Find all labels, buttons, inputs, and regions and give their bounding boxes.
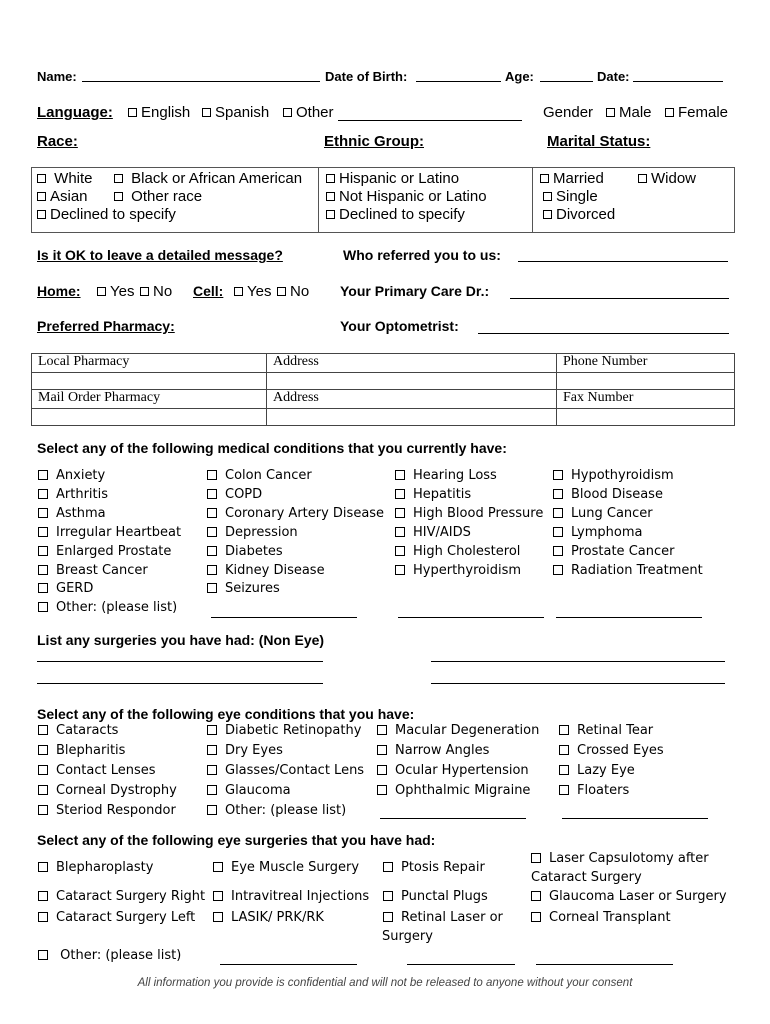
name-field[interactable]	[82, 81, 320, 82]
eye-checkbox-item[interactable]	[559, 763, 635, 778]
surgery-other-field[interactable]	[407, 964, 515, 965]
checkbox-label: Glasses/Contact Lens	[225, 762, 365, 778]
medical-other-field[interactable]	[211, 617, 357, 618]
referred-label: Who referred you to us:	[343, 247, 501, 263]
checkbox-label: Ocular Hypertension	[395, 762, 529, 778]
checkbox-icon	[543, 210, 552, 219]
medical-checkbox-item[interactable]	[395, 525, 471, 540]
checkbox-label: Cataracts	[56, 723, 119, 738]
checkbox-icon	[207, 508, 217, 518]
eye-checkbox-item[interactable]	[377, 783, 530, 798]
checkbox-label: Enlarged Prostate	[56, 543, 172, 559]
surgery-eye-muscle[interactable]	[213, 860, 359, 875]
checkbox-icon	[638, 174, 647, 183]
checkbox-label: Irregular Heartbeat	[56, 524, 182, 540]
checkbox-label: Lung Cancer	[571, 505, 653, 521]
checkbox-icon	[37, 192, 46, 201]
optometrist-field[interactable]	[478, 333, 729, 334]
marital-widow-label: Widow	[651, 170, 697, 187]
surgeries-heading: List any surgeries you have had: (Non Eye)	[37, 632, 325, 648]
home-label: Home:	[37, 283, 81, 299]
checkbox-icon	[207, 785, 217, 795]
eye-checkbox-item[interactable]	[559, 783, 629, 798]
checkbox-icon	[38, 805, 48, 815]
checkbox-label: Cataract Surgery Right	[56, 889, 206, 904]
checkbox-label: Laser Capsulotomy after	[549, 851, 709, 866]
phone-input[interactable]	[557, 373, 735, 390]
marital-married[interactable]	[540, 170, 604, 187]
checkbox-icon	[38, 862, 48, 872]
checkbox-label: Lymphoma	[571, 524, 643, 540]
referred-field[interactable]	[518, 261, 728, 262]
medical-checkbox-item[interactable]	[38, 600, 177, 615]
home-no-label: No	[153, 283, 173, 300]
checkbox-icon	[207, 725, 217, 735]
checkbox-label: LASIK/ PRK/RK	[231, 910, 324, 925]
race-asian-label: Asian	[50, 188, 88, 205]
medical-checkbox-item[interactable]	[207, 525, 298, 540]
surgery-field[interactable]	[37, 661, 323, 662]
dob-label: Date of Birth:	[325, 69, 408, 84]
checkbox-label: Retinal Laser or	[401, 910, 503, 925]
checkbox-icon	[326, 174, 335, 183]
medical-heading: Select any of the following medical conditions that you currently have:	[37, 440, 507, 456]
checkbox-icon	[207, 765, 217, 775]
checkbox-icon	[377, 725, 387, 735]
checkbox-icon	[553, 527, 563, 537]
medical-checkbox-item[interactable]	[38, 525, 181, 540]
race-other-label: Other race	[131, 188, 203, 205]
medical-checkbox-item[interactable]	[38, 506, 106, 521]
cell-yes[interactable]	[234, 283, 271, 300]
pcp-label: Your Primary Care Dr.:	[340, 283, 490, 299]
home-yes-label: Yes	[110, 283, 135, 300]
checkbox-label: Coronary Artery Disease	[225, 505, 385, 521]
checkbox-label: Floaters	[577, 782, 630, 798]
checkbox-icon	[553, 565, 563, 575]
age-label: Age:	[505, 69, 534, 84]
table-row	[32, 409, 735, 426]
checkbox-label: Kidney Disease	[225, 562, 325, 578]
checkbox-icon	[37, 174, 46, 183]
surgery-laser-capsulotomy-cont: Cataract Surgery	[531, 870, 642, 885]
checkbox-icon	[38, 745, 48, 755]
divider	[318, 167, 319, 233]
checkbox-icon	[377, 765, 387, 775]
checkbox-label: GERD	[56, 581, 94, 597]
checkbox-label: Intravitreal Injections	[231, 889, 370, 904]
checkbox-label: Hypothyroidism	[571, 468, 674, 483]
surgery-other-field[interactable]	[220, 964, 357, 965]
checkbox-icon	[383, 891, 393, 901]
eye-other-field[interactable]	[380, 818, 526, 819]
language-other-field[interactable]	[338, 120, 522, 121]
checkbox-icon	[128, 108, 137, 117]
checkbox-label: Punctal Plugs	[401, 889, 488, 904]
medical-checkbox-item[interactable]	[395, 563, 521, 578]
checkbox-label: Blood Disease	[571, 486, 663, 502]
checkbox-icon	[395, 508, 405, 518]
dob-field[interactable]	[416, 81, 501, 82]
checkbox-icon	[207, 527, 217, 537]
checkbox-icon	[38, 765, 48, 775]
checkbox-label: Ptosis Repair	[401, 860, 485, 875]
marital-divorced[interactable]	[543, 206, 615, 223]
marital-single-label: Single	[556, 188, 598, 205]
checkbox-icon	[606, 108, 615, 117]
eye-checkbox-item[interactable]	[559, 743, 664, 758]
checkbox-icon	[553, 489, 563, 499]
checkbox-icon	[207, 745, 217, 755]
checkbox-label: Cataract Surgery Left	[56, 910, 196, 925]
eye-checkbox-item[interactable]	[38, 723, 118, 738]
pharmacy-table	[31, 353, 735, 426]
checkbox-icon	[395, 527, 405, 537]
checkbox-icon	[540, 174, 549, 183]
surgery-field[interactable]	[431, 661, 725, 662]
checkbox-icon	[531, 853, 541, 863]
race-asian[interactable]	[37, 188, 88, 205]
checkbox-label: Depression	[225, 524, 298, 540]
address-cell: Address	[267, 390, 557, 409]
eye-other-field[interactable]	[562, 818, 708, 819]
eye-checkbox-item[interactable]	[38, 803, 176, 818]
surgery-lasik[interactable]	[213, 910, 324, 925]
checkbox-label: Dry Eyes	[225, 742, 283, 758]
eye-checkbox-item[interactable]	[377, 763, 529, 778]
checkbox-label: HIV/AIDS	[413, 524, 471, 540]
checkbox-label: Steriod Respondor	[56, 802, 176, 818]
checkbox-label: Ophthalmic Migraine	[395, 782, 531, 798]
checkbox-label: Lazy Eye	[577, 762, 635, 778]
medical-checkbox-item[interactable]	[207, 468, 312, 483]
surgery-retinal-laser-cont: Surgery	[382, 929, 433, 944]
checkbox-label: Corneal Transplant	[549, 910, 671, 925]
surgery-other[interactable]	[38, 948, 181, 963]
marital-single[interactable]	[543, 188, 598, 205]
surgery-corneal-transplant[interactable]	[531, 910, 671, 925]
checkbox-label: Diabetes	[225, 543, 283, 559]
medical-checkbox-item[interactable]	[395, 487, 471, 502]
cell-no[interactable]	[277, 283, 309, 300]
surgery-cataract-right[interactable]	[38, 889, 205, 904]
checkbox-label: Diabetic Retinopathy	[225, 723, 362, 738]
gender-male[interactable]	[606, 104, 652, 121]
checkbox-icon	[395, 470, 405, 480]
checkbox-label: Narrow Angles	[395, 742, 490, 758]
eye-checkbox-item[interactable]	[207, 783, 291, 798]
cell-yes-label: Yes	[247, 283, 272, 300]
race-black[interactable]	[114, 170, 302, 187]
checkbox-label: Radiation Treatment	[571, 562, 703, 578]
gender-female[interactable]	[665, 104, 728, 121]
race-declined[interactable]	[37, 206, 176, 223]
marital-widow[interactable]	[638, 170, 696, 187]
checkbox-label: Other: (please list)	[56, 600, 178, 616]
checkbox-label: Hearing Loss	[413, 468, 497, 483]
marital-divorced-label: Divorced	[556, 206, 616, 223]
name-label: Name:	[37, 69, 77, 84]
checkbox-label: Retinal Tear	[577, 723, 654, 738]
pharmacy-label: Preferred Pharmacy:	[37, 318, 175, 334]
ethnic-declined-label: Declined to specify	[339, 206, 465, 223]
checkbox-icon	[395, 546, 405, 556]
table-row	[32, 390, 735, 409]
medical-checkbox-item[interactable]	[553, 487, 663, 502]
table-row	[32, 354, 735, 373]
checkbox-icon	[234, 287, 243, 296]
gender-label: Gender	[543, 104, 594, 121]
checkbox-icon	[213, 912, 223, 922]
checkbox-label: High Blood Pressure	[413, 505, 544, 521]
surgery-ptosis[interactable]	[383, 860, 485, 875]
medical-checkbox-item[interactable]	[395, 506, 543, 521]
checkbox-icon	[377, 785, 387, 795]
checkbox-icon	[326, 210, 335, 219]
surgery-retinal-laser[interactable]	[383, 910, 503, 925]
divider	[532, 167, 533, 233]
checkbox-label: Other: (please list)	[60, 948, 182, 963]
race-label: Race:	[37, 133, 78, 150]
checkbox-label: Blepharoplasty	[56, 860, 154, 875]
medical-checkbox-item[interactable]	[207, 487, 262, 502]
checkbox-icon	[38, 489, 48, 499]
medical-checkbox-item[interactable]	[553, 544, 674, 559]
checkbox-icon	[531, 912, 541, 922]
eye-surgeries-heading: Select any of the following eye surgeries that you have had:	[37, 832, 436, 848]
checkbox-icon	[207, 489, 217, 499]
ethnic-label: Ethnic Group:	[324, 133, 424, 150]
checkbox-label: Colon Cancer	[225, 468, 312, 483]
date-label: Date:	[597, 69, 630, 84]
address-input[interactable]	[267, 373, 557, 390]
checkbox-icon	[283, 108, 292, 117]
surgery-punctal[interactable]	[383, 889, 488, 904]
checkbox-icon	[207, 546, 217, 556]
race-declined-label: Declined to specify	[50, 206, 176, 223]
race-white[interactable]	[37, 170, 93, 187]
checkbox-label: Glaucoma Laser or Surgery	[549, 889, 727, 904]
eye-checkbox-item[interactable]	[207, 803, 346, 818]
checkbox-icon	[559, 785, 569, 795]
checkbox-icon	[37, 210, 46, 219]
cell-no-label: No	[290, 283, 310, 300]
checkbox-icon	[38, 527, 48, 537]
checkbox-icon	[213, 891, 223, 901]
checkbox-label: Contact Lenses	[56, 762, 156, 778]
home-no[interactable]	[140, 283, 172, 300]
checkbox-icon	[395, 489, 405, 499]
eye-checkbox-item[interactable]	[38, 783, 177, 798]
checkbox-label: Glaucoma	[225, 782, 291, 798]
medical-other-field[interactable]	[398, 617, 544, 618]
medical-checkbox-item[interactable]	[395, 468, 497, 483]
checkbox-icon	[207, 565, 217, 575]
checkbox-icon	[38, 912, 48, 922]
eye-checkbox-item[interactable]	[207, 743, 283, 758]
confidentiality-note: All information you provide is confidential and will not be released to anyone without your consent	[137, 977, 633, 989]
medical-checkbox-item[interactable]	[38, 468, 105, 483]
mail-pharmacy-input[interactable]	[32, 409, 267, 426]
checkbox-label: High Cholesterol	[413, 543, 521, 559]
checkbox-icon	[207, 470, 217, 480]
checkbox-label: Asthma	[56, 505, 106, 521]
checkbox-icon	[38, 602, 48, 612]
checkbox-icon	[377, 745, 387, 755]
checkbox-icon	[553, 546, 563, 556]
address-cell: Address	[267, 354, 557, 373]
checkbox-icon	[38, 891, 48, 901]
surgery-field[interactable]	[431, 683, 725, 684]
surgery-laser-capsulotomy[interactable]	[531, 851, 709, 866]
surgery-other-field[interactable]	[536, 964, 673, 965]
language-label: Language:	[37, 104, 113, 121]
age-field[interactable]	[540, 81, 593, 82]
checkbox-label: Other: (please list)	[225, 802, 347, 818]
marital-married-label: Married	[553, 170, 604, 187]
checkbox-icon	[114, 192, 123, 201]
cell-label: Cell:	[193, 283, 224, 299]
local-pharmacy-cell: Local Pharmacy	[32, 354, 267, 373]
checkbox-label: Blepharitis	[56, 742, 126, 758]
checkbox-label: Hepatitis	[413, 486, 472, 502]
medical-checkbox-item[interactable]	[553, 506, 653, 521]
surgery-cataract-left[interactable]	[38, 910, 195, 925]
medical-other-field[interactable]	[556, 617, 702, 618]
gender-male-label: Male	[619, 104, 652, 121]
medical-checkbox-item[interactable]	[207, 544, 283, 559]
marital-label: Marital Status:	[547, 133, 651, 150]
surgery-intravitreal[interactable]	[213, 889, 369, 904]
checkbox-icon	[38, 546, 48, 556]
checkbox-label: Macular Degeneration	[395, 723, 540, 738]
checkbox-icon	[559, 745, 569, 755]
checkbox-icon	[202, 108, 211, 117]
checkbox-icon	[531, 891, 541, 901]
checkbox-icon	[326, 192, 335, 201]
pcp-field[interactable]	[510, 298, 729, 299]
checkbox-icon	[543, 192, 552, 201]
checkbox-icon	[383, 862, 393, 872]
checkbox-icon	[207, 583, 217, 593]
checkbox-label: Breast Cancer	[56, 562, 148, 578]
race-white-label: White	[54, 170, 93, 187]
ethnic-hispanic[interactable]	[326, 170, 459, 187]
medical-checkbox-item[interactable]	[38, 563, 148, 578]
checkbox-icon	[38, 725, 48, 735]
fax-input[interactable]	[557, 409, 735, 426]
eye-checkbox-item[interactable]	[377, 723, 539, 738]
address-input[interactable]	[267, 409, 557, 426]
optometrist-label: Your Optometrist:	[340, 318, 459, 334]
checkbox-label: Anxiety	[56, 468, 106, 483]
home-yes[interactable]	[97, 283, 134, 300]
checkbox-icon	[395, 565, 405, 575]
checkbox-icon	[383, 912, 393, 922]
language-spanish-label: Spanish	[215, 104, 270, 121]
medical-checkbox-item[interactable]	[395, 544, 520, 559]
checkbox-label: Arthritis	[56, 486, 109, 502]
checkbox-icon	[213, 862, 223, 872]
message-question: Is it OK to leave a detailed message?	[37, 247, 283, 263]
checkbox-label: Prostate Cancer	[571, 543, 675, 559]
eye-conditions-heading: Select any of the following eye conditions that you have:	[37, 706, 415, 722]
medical-checkbox-item[interactable]	[553, 563, 703, 578]
checkbox-label: Seizures	[225, 581, 280, 597]
language-other[interactable]	[283, 104, 334, 121]
checkbox-icon	[665, 108, 674, 117]
local-pharmacy-input[interactable]	[32, 373, 267, 390]
gender-female-label: Female	[678, 104, 729, 121]
checkbox-label: Crossed Eyes	[577, 742, 664, 758]
checkbox-label: Hyperthyroidism	[413, 562, 522, 578]
ethnic-declined[interactable]	[326, 206, 465, 223]
fax-cell: Fax Number	[557, 390, 735, 409]
medical-checkbox-item[interactable]	[553, 468, 674, 483]
checkbox-icon	[38, 508, 48, 518]
eye-checkbox-item[interactable]	[38, 743, 125, 758]
eye-checkbox-item[interactable]	[38, 763, 156, 778]
medical-checkbox-item[interactable]	[207, 563, 325, 578]
checkbox-icon	[38, 565, 48, 575]
eye-checkbox-item[interactable]	[377, 743, 489, 758]
checkbox-label: Corneal Dystrophy	[56, 782, 177, 798]
language-spanish[interactable]	[202, 104, 269, 121]
medical-checkbox-item[interactable]	[38, 544, 171, 559]
ethnic-not-hispanic-label: Not Hispanic or Latino	[339, 188, 487, 205]
checkbox-icon	[553, 470, 563, 480]
table-row	[32, 373, 735, 390]
surgery-blepharoplasty[interactable]	[38, 860, 153, 875]
checkbox-label: Eye Muscle Surgery	[231, 860, 360, 875]
surgery-field[interactable]	[37, 683, 323, 684]
medical-checkbox-item[interactable]	[207, 506, 384, 521]
checkbox-icon	[277, 287, 286, 296]
medical-checkbox-item[interactable]	[38, 487, 108, 502]
medical-checkbox-item[interactable]	[207, 581, 280, 596]
ethnic-hispanic-label: Hispanic or Latino	[339, 170, 460, 187]
mail-pharmacy-cell: Mail Order Pharmacy	[32, 390, 267, 409]
checkbox-icon	[559, 725, 569, 735]
medical-checkbox-item[interactable]	[38, 581, 93, 596]
checkbox-icon	[97, 287, 106, 296]
eye-checkbox-item[interactable]	[207, 723, 361, 738]
language-other-label: Other	[296, 104, 334, 121]
checkbox-icon	[38, 785, 48, 795]
checkbox-icon	[114, 174, 123, 183]
language-english[interactable]	[128, 104, 190, 121]
ethnic-not-hispanic[interactable]	[326, 188, 487, 205]
language-english-label: English	[141, 104, 191, 121]
checkbox-icon	[559, 765, 569, 775]
race-other[interactable]	[114, 188, 202, 205]
checkbox-icon	[38, 583, 48, 593]
checkbox-icon	[553, 508, 563, 518]
checkbox-icon	[140, 287, 149, 296]
checkbox-icon	[207, 805, 217, 815]
eye-checkbox-item[interactable]	[559, 723, 653, 738]
phone-cell: Phone Number	[557, 354, 735, 373]
race-black-label: Black or African American	[131, 170, 303, 187]
date-field[interactable]	[633, 81, 723, 82]
medical-checkbox-item[interactable]	[553, 525, 642, 540]
eye-checkbox-item[interactable]	[207, 763, 364, 778]
checkbox-icon	[38, 470, 48, 480]
checkbox-label: COPD	[225, 486, 263, 502]
surgery-glaucoma[interactable]	[531, 889, 727, 904]
checkbox-icon	[38, 950, 48, 960]
